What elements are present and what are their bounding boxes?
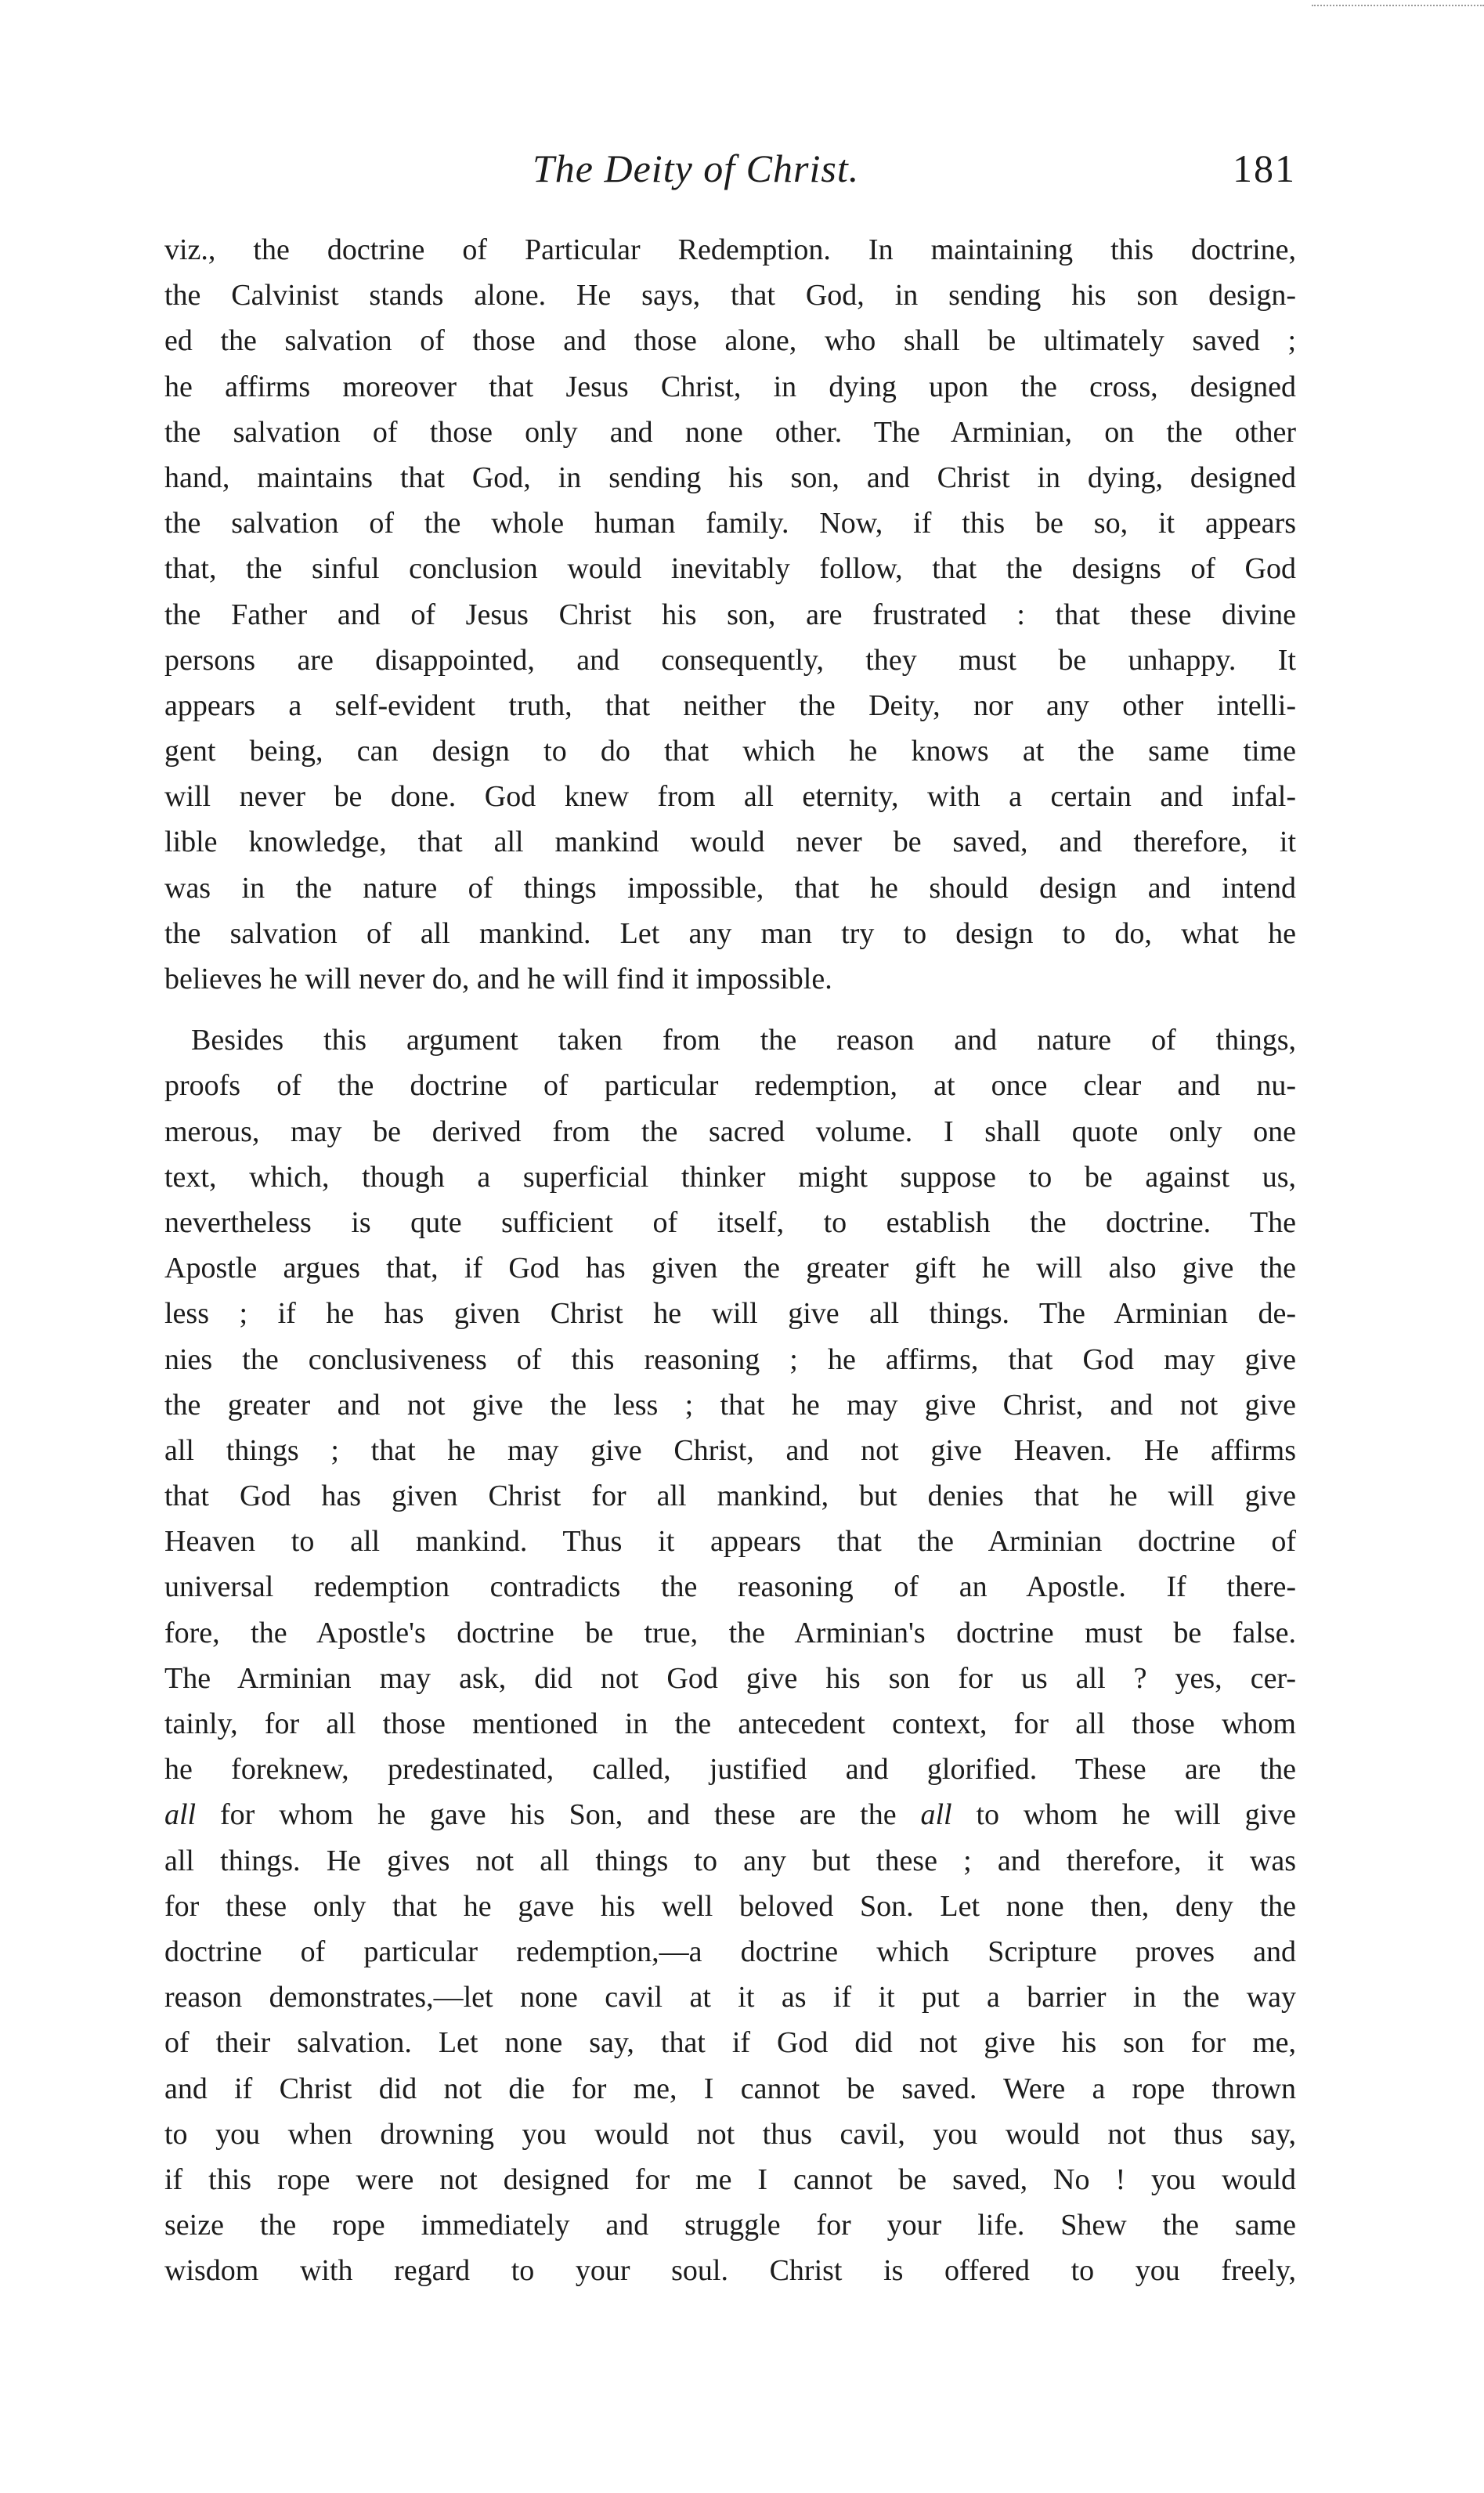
- text-line: was in the nature of things impossible, that he should design and intend: [164, 871, 1296, 905]
- paragraph-gap: [164, 1002, 1296, 1017]
- text-line: doctrine of particular redemption,—a doctrine which Scripture proves and: [164, 1935, 1296, 1968]
- text-line: nies the conclusiveness of this reasoning ; he affirms, that God may give: [164, 1342, 1296, 1376]
- text-line: Heaven to all mankind. Thus it appears that the Arminian doctrine of: [164, 1525, 1296, 1559]
- text-line: The Arminian may ask, did not God give his son for us all ? yes, cer-: [164, 1661, 1296, 1695]
- page-number: 181: [1233, 146, 1296, 190]
- scan-edge-mark: [1312, 5, 1484, 9]
- text-line: that God has given Christ for all mankind, but denies that he will give: [164, 1480, 1296, 1513]
- text-line: appears a self-evident truth, that neither the Deity, nor any other intelli-: [164, 688, 1296, 722]
- body-text: [164, 227, 1296, 2293]
- text-line: nevertheless is qute sufficient of itself, to establish the doctrine. The: [164, 1205, 1296, 1239]
- text-line: fore, the Apostle's doctrine be true, the Arminian's doctrine must be false.: [164, 1616, 1296, 1649]
- text-line: to you when drowning you would not thus cavil, you would not thus say,: [164, 2117, 1296, 2151]
- text-line: universal redemption contradicts the reasoning of an Apostle. If there-: [164, 1570, 1296, 1604]
- text-line: he foreknew, predestinated, called, justified and glorified. These are the: [164, 1753, 1296, 1787]
- text-line: ed the salvation of those and those alone, who shall be ultimately saved ;: [164, 324, 1296, 358]
- text-line: less ; if he has given Christ he will give all things. The Arminian de-: [164, 1297, 1296, 1331]
- text-line: viz., the doctrine of Particular Redemption. In maintaining this doctrine,: [164, 233, 1296, 266]
- text-line: the greater and not give the less ; that he may give Christ, and not give: [164, 1388, 1296, 1422]
- text-line: the salvation of the whole human family. Now, if this be so, it appears: [164, 507, 1296, 540]
- text-line: the Calvinist stands alone. He says, that God, in sending his son design-: [164, 279, 1296, 313]
- text-line: hand, maintains that God, in sending his son, and Christ in dying, designed: [164, 461, 1296, 494]
- running-head: [164, 146, 1296, 201]
- text-line: tainly, for all those mentioned in the antecedent context, for all those whom: [164, 1707, 1296, 1740]
- text-line: all things ; that he may give Christ, and not give Heaven. He affirms: [164, 1433, 1296, 1467]
- text-line: of their salvation. Let none say, that if God did not give his son for me,: [164, 2026, 1296, 2060]
- text-line: reason demonstrates,—let none cavil at it as if it put a barrier in the way: [164, 1981, 1296, 2014]
- text-line: if this rope were not designed for me I cannot be saved, No ! you would: [164, 2162, 1296, 2196]
- text-line: all things. He gives not all things to any but these ; and therefore, it was: [164, 1844, 1296, 1877]
- text-line: the Father and of Jesus Christ his son, are frustrated : that these divine: [164, 598, 1296, 631]
- text-line: lible knowledge, that all mankind would never be saved, and therefore, it: [164, 826, 1296, 859]
- paragraph-2: [164, 1017, 1296, 2293]
- text-line: merous, may be derived from the sacred volume. I shall quote only one: [164, 1115, 1296, 1148]
- text-line: the salvation of those only and none other. The Arminian, on the other: [164, 415, 1296, 449]
- text-line: for these only that he gave his well beloved Son. Let none then, deny the: [164, 1889, 1296, 1923]
- text-line: and if Christ did not die for me, I cannot be saved. Were a rope thrown: [164, 2072, 1296, 2105]
- text-line: the salvation of all mankind. Let any man try to design to do, what he: [164, 916, 1296, 950]
- text-fragment: to whom he will give: [951, 1798, 1296, 1832]
- text-line: he affirms moreover that Jesus Christ, in dying upon the cross, designed: [164, 370, 1296, 403]
- italic-word: all: [164, 1798, 197, 1832]
- text-line: Besides this argument taken from the reason and nature of things,: [191, 1024, 1296, 1057]
- text-line: gent being, can design to do that which he knows at the same time: [164, 735, 1296, 768]
- paragraph-1: [164, 227, 1296, 1002]
- text-line: believes he will never do, and he will find it impossible.: [164, 963, 832, 995]
- text-line: text, which, though a superficial thinker might suppose to be against us,: [164, 1160, 1296, 1194]
- text-line: proofs of the doctrine of particular redemption, at once clear and nu-: [164, 1069, 1296, 1103]
- text-line: will never be done. God knew from all eternity, with a certain and infal-: [164, 780, 1296, 814]
- text-line: Apostle argues that, if God has given the greater gift he will also give the: [164, 1252, 1296, 1285]
- running-title: The Deity of Christ.: [533, 146, 860, 190]
- text-line: seize the rope immediately and struggle for your life. Shew the same: [164, 2209, 1296, 2242]
- text-fragment: for whom he gave his Son, and these are the: [196, 1798, 921, 1832]
- text-line: that, the sinful conclusion would inevitably follow, that the designs of God: [164, 552, 1296, 586]
- italic-word: all: [920, 1798, 952, 1832]
- text-line-with-italics: [164, 1792, 1296, 1837]
- text-line: wisdom with regard to your soul. Christ is offered to you freely,: [164, 2254, 1296, 2288]
- text-line: persons are disappointed, and consequently, they must be unhappy. It: [164, 643, 1296, 677]
